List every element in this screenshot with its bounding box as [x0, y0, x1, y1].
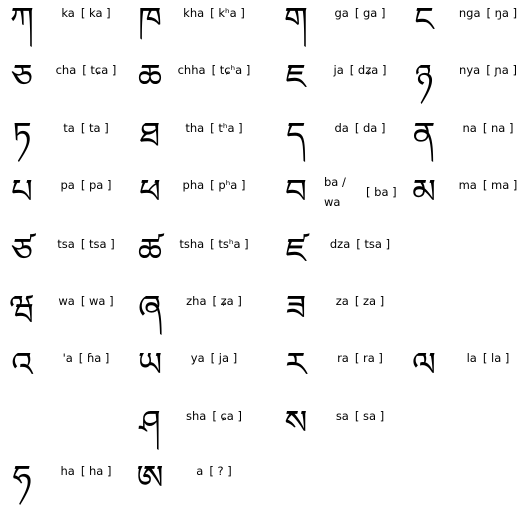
- consonant-cell: [2, 115, 132, 163]
- transliteration: nga: [458, 6, 481, 20]
- letter-label: [168, 464, 260, 478]
- ipa-pronunciation: [ ma ]: [482, 178, 518, 192]
- tibetan-letter: ཐ: [139, 115, 161, 155]
- transliteration: cha: [55, 63, 77, 77]
- tibetan-letter: ང: [414, 0, 434, 40]
- tibetan-letter: ཀ: [10, 0, 34, 40]
- letter-label: [314, 172, 406, 212]
- consonant-cell: [130, 115, 260, 163]
- ipa-pronunciation: [ tsa ]: [80, 237, 115, 251]
- letter-label: [168, 6, 260, 20]
- letter-label: [442, 6, 522, 20]
- ipa-pronunciation: [ ha ]: [80, 464, 112, 478]
- tibetan-letter: ལ: [411, 345, 436, 385]
- tibetan-letter: མ: [412, 172, 436, 212]
- ipa-pronunciation: [ ka ]: [80, 6, 111, 20]
- consonant-cell: [404, 172, 522, 220]
- letter-label: [168, 409, 260, 423]
- consonant-cell: [404, 345, 522, 393]
- tibetan-letter: ས: [284, 403, 308, 443]
- ipa-pronunciation: [ ɲa ]: [486, 63, 517, 77]
- ipa-pronunciation: [ la ]: [482, 351, 510, 365]
- transliteration: sha: [186, 409, 207, 423]
- letter-label: [40, 294, 132, 308]
- transliteration: nya: [459, 63, 481, 77]
- consonant-cell: [130, 288, 260, 336]
- tibetan-letter: ཆ: [137, 57, 163, 97]
- letter-label: [168, 178, 260, 192]
- transliteration: ha: [60, 464, 75, 478]
- transliteration: ra: [337, 351, 349, 365]
- letter-label: [314, 351, 406, 365]
- tibetan-letter: ཞ: [138, 288, 162, 328]
- transliteration: ma: [458, 178, 477, 192]
- consonant-cell: [276, 0, 406, 48]
- transliteration: ja: [333, 63, 344, 77]
- ipa-pronunciation: [ ja ]: [210, 351, 238, 365]
- transliteration: ba /: [324, 175, 346, 189]
- letter-label: [168, 294, 260, 308]
- letter-label: [40, 464, 132, 478]
- letter-label: [40, 63, 132, 77]
- transliteration: tsha: [179, 237, 205, 251]
- transliteration: dza: [329, 237, 351, 251]
- ipa-pronunciation: [ ba ]: [366, 185, 397, 199]
- transliteration: ta: [63, 121, 75, 135]
- consonant-cell: [2, 0, 132, 48]
- consonant-cell: [276, 115, 406, 163]
- tibetan-letter: ཧ: [12, 458, 32, 498]
- transliteration: na: [462, 121, 477, 135]
- ipa-pronunciation: [ ? ]: [209, 464, 232, 478]
- consonant-cell: [130, 57, 260, 105]
- letter-label: [314, 237, 406, 251]
- consonant-cell: [2, 172, 132, 220]
- transliteration: 'a: [62, 351, 73, 365]
- ipa-pronunciation: [ pʰa ]: [210, 178, 246, 192]
- letter-label: [168, 121, 260, 135]
- transliteration: wa: [58, 294, 75, 308]
- tibetan-letter: ཝ: [9, 288, 35, 328]
- consonant-cell: [2, 57, 132, 105]
- letter-label: [314, 121, 406, 135]
- ipa-pronunciation: [ tɕʰa ]: [211, 63, 251, 77]
- ipa-pronunciation: [ da ]: [354, 121, 386, 135]
- tibetan-letter: པ: [11, 172, 33, 212]
- tibetan-letter: ཨ: [136, 458, 164, 498]
- transliteration: tha: [185, 121, 205, 135]
- consonant-cell: [2, 288, 132, 336]
- consonant-cell: [404, 57, 522, 105]
- tibetan-letter: ཇ: [285, 57, 307, 97]
- ipa-pronunciation: [ wa ]: [80, 294, 114, 308]
- tibetan-letter: ཙ: [11, 231, 33, 271]
- letter-label: [442, 178, 522, 192]
- tibetan-letter: ཤ: [139, 403, 161, 443]
- letter-label: [40, 178, 132, 192]
- transliteration: za: [335, 294, 349, 308]
- tibetan-letter: ཚ: [137, 231, 163, 271]
- ipa-pronunciation: [ tʰa ]: [210, 121, 243, 135]
- tibetan-letter: ཉ: [414, 57, 434, 97]
- transliteration: zha: [186, 294, 207, 308]
- letter-label: [40, 237, 132, 251]
- ipa-pronunciation: [ pa ]: [80, 178, 112, 192]
- ipa-pronunciation: [ ʑa ]: [212, 294, 242, 308]
- ipa-pronunciation: [ ɕa ]: [212, 409, 242, 423]
- consonant-cell: [130, 458, 260, 506]
- consonant-cell: [276, 403, 406, 451]
- letter-label: [442, 121, 522, 135]
- letter-label: [314, 63, 406, 77]
- consonant-cell: [130, 403, 260, 451]
- tibetan-letter: ན: [412, 115, 436, 155]
- letter-label: [314, 6, 406, 20]
- ipa-pronunciation: [ ta ]: [80, 121, 109, 135]
- consonant-cell: [130, 231, 260, 279]
- consonant-cell: [2, 345, 132, 393]
- tibetan-letter: ཁ: [138, 0, 162, 40]
- transliteration: sa: [335, 409, 349, 423]
- tibetan-letter: ཟ: [285, 288, 307, 328]
- tibetan-letter: ད: [286, 115, 306, 155]
- letter-label: [40, 351, 132, 365]
- consonant-cell: [276, 172, 406, 220]
- tibetan-letter: ག: [284, 0, 308, 40]
- consonant-cell: [404, 115, 522, 163]
- letter-label: [442, 351, 522, 365]
- transliteration: ya: [190, 351, 205, 365]
- consonant-cell: [276, 345, 406, 393]
- transliteration: a: [196, 464, 204, 478]
- transliteration: pa: [60, 178, 75, 192]
- ipa-pronunciation: [ kʰa ]: [210, 6, 245, 20]
- ipa-pronunciation: [ tsʰa ]: [210, 237, 249, 251]
- ipa-pronunciation: [ ra ]: [354, 351, 383, 365]
- transliteration: chha: [177, 63, 206, 77]
- transliteration: kha: [183, 6, 205, 20]
- consonant-cell: [130, 0, 260, 48]
- ipa-pronunciation: [ tsa ]: [356, 237, 391, 251]
- transliteration: ga: [334, 6, 349, 20]
- transliteration: da: [334, 121, 349, 135]
- letter-label: [168, 351, 260, 365]
- ipa-pronunciation: [ dʑa ]: [349, 63, 387, 77]
- letter-label: [40, 6, 132, 20]
- transliteration-alt: wa: [324, 195, 341, 209]
- ipa-pronunciation: [ ŋa ]: [486, 6, 518, 20]
- consonant-cell: [404, 0, 522, 48]
- tibetan-letter: ཡ: [137, 345, 163, 385]
- letter-label: [168, 63, 260, 77]
- ipa-pronunciation: [ sa ]: [354, 409, 385, 423]
- tibetan-letter: ཅ: [11, 57, 33, 97]
- transliteration: la: [466, 351, 477, 365]
- consonant-cell: [276, 231, 406, 279]
- consonant-cell: [2, 458, 132, 506]
- letter-label: [40, 121, 132, 135]
- ipa-pronunciation: [ za ]: [354, 294, 385, 308]
- ipa-pronunciation: [ ga ]: [354, 6, 386, 20]
- letter-label: [314, 409, 406, 423]
- tibetan-letter: ཛ: [285, 231, 307, 271]
- tibetan-letter: ཏ: [12, 115, 32, 155]
- tibetan-letter: ར: [285, 345, 307, 385]
- tibetan-letter: ཕ: [139, 172, 161, 212]
- letter-label: [442, 63, 522, 77]
- transliteration: tsa: [57, 237, 75, 251]
- ipa-pronunciation: [ ɦa ]: [78, 351, 110, 365]
- consonant-cell: [130, 172, 260, 220]
- ipa-pronunciation: [ tɕa ]: [82, 63, 117, 77]
- consonant-cell: [276, 57, 406, 105]
- tibetan-letter: འ: [11, 345, 33, 385]
- consonant-cell: [276, 288, 406, 336]
- tibetan-letter: བ: [285, 172, 307, 212]
- consonant-cell: [130, 345, 260, 393]
- letter-label: [168, 237, 260, 251]
- consonant-cell: [2, 231, 132, 279]
- letter-label: [314, 294, 406, 308]
- ipa-pronunciation: [ na ]: [482, 121, 514, 135]
- transliteration: ka: [61, 6, 75, 20]
- transliteration: pha: [182, 178, 205, 192]
